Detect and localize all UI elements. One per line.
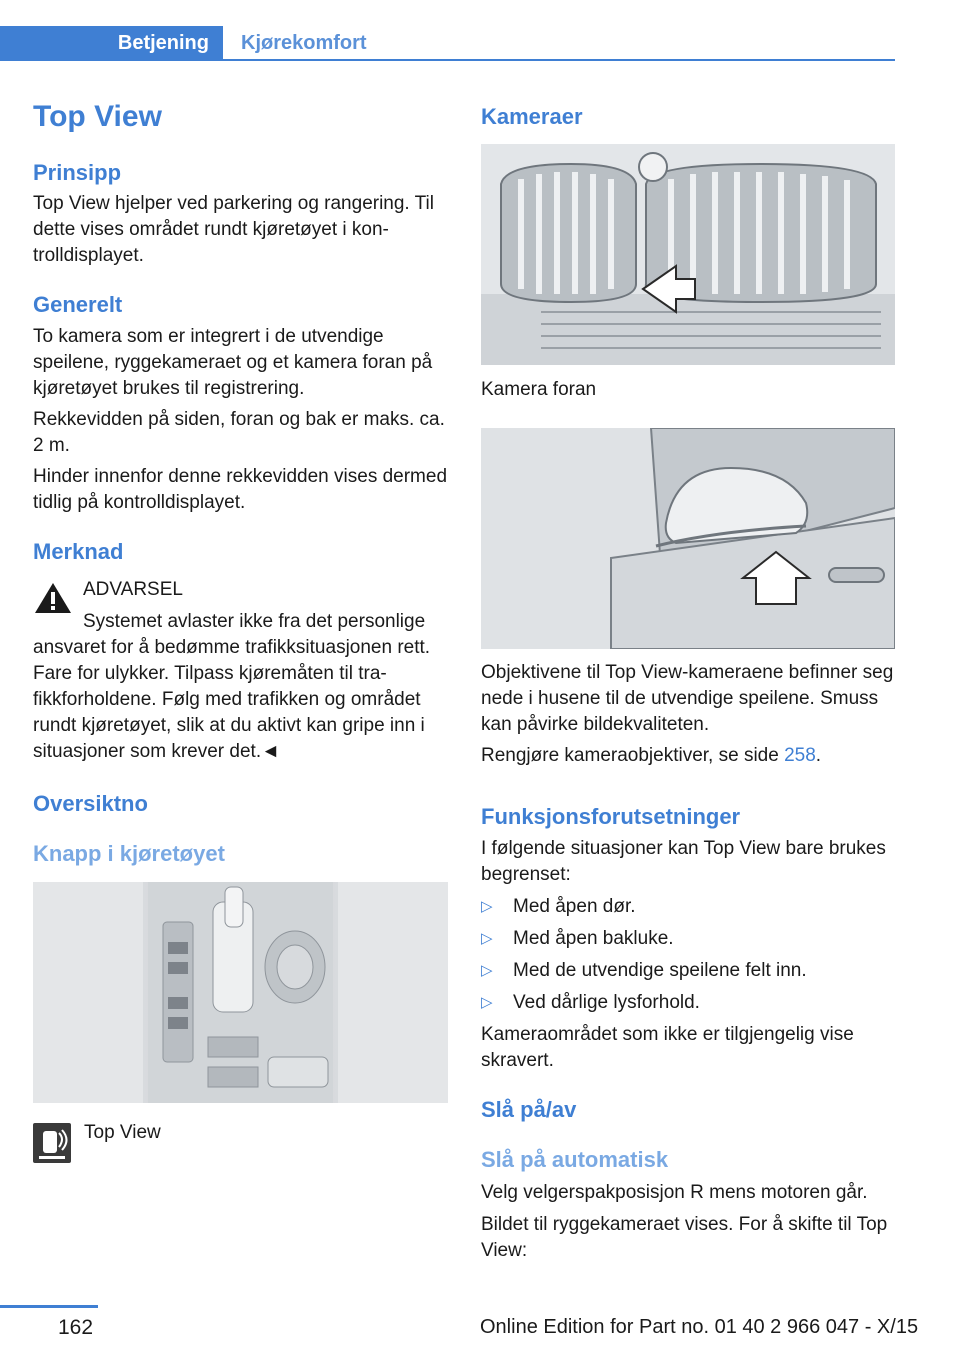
page-number: 162 (58, 1316, 94, 1339)
section-heading-prinsipp: Prinsipp (33, 160, 122, 185)
rengjor-prefix: Rengjøre kameraobjektiver, se side (481, 745, 785, 766)
bullet-triangle-icon: ▷ (481, 930, 493, 947)
tab-kjorekomfort[interactable] (241, 26, 367, 61)
section-heading-kameraer: Kameraer (481, 104, 583, 129)
section-heading-sla: Slå på/av (481, 1097, 577, 1122)
section-heading-generelt: Generelt (33, 292, 123, 317)
subheading-knapp: Knapp i kjøretøyet (33, 841, 225, 866)
generelt-paragraph-1: To kamera som er integrert i de utvendige speilene, ryggekameraet og et kamera foran på kjøretøyet brukes til registrering. (33, 326, 433, 399)
rengjor-suffix: . (815, 745, 822, 766)
list-item-text: Med åpen dør. (513, 896, 636, 917)
page-link-258[interactable]: 258 (784, 745, 816, 766)
list-item-text: Ved dårlige lysforhold. (513, 992, 700, 1013)
section-heading-oversikt: Oversiktno (33, 791, 148, 816)
section-heading-merknad: Merknad (33, 539, 124, 564)
tab-betjening[interactable] (0, 26, 223, 61)
section-heading-funksjon: Funksjonsforutsetninger (481, 804, 741, 829)
rengjor-text (481, 743, 895, 769)
generelt-paragraph-3: Hinder innenfor denne rekkevidden vises dermed tidlig på kontrolldisplayet. (33, 466, 448, 513)
center-console-image (33, 882, 448, 1103)
page-title: Top View (33, 100, 162, 133)
chapter-tabbar (0, 26, 895, 61)
tab-betjening-label: Betjening (117, 32, 209, 54)
sla-paragraph-2: Bildet til ryggekameraet vises. For å skifte til Top View: (481, 1214, 888, 1261)
objektiv-text: Objektivene til Top View-kameraene befinner seg nede i husene til de utvendige speilene. Smuss kan påvirke bildekvaliteten. (481, 662, 894, 735)
top-view-button-icon (33, 1123, 71, 1163)
generelt-paragraph-2: Rekkevidden på siden, foran og bak er maks. ca. 2 m. (33, 409, 445, 456)
footer-rule (0, 1305, 98, 1308)
front-camera-image (481, 144, 895, 365)
edition-note: Online Edition for Part no. 01 40 2 966 047 - X/15 (480, 1316, 919, 1338)
sla-paragraph-1: Velg velgerspakposisjon R mens motoren går. (481, 1182, 868, 1203)
caption-front-camera: Kamera foran (481, 379, 597, 400)
funksjon-outro: Kameraområdet som ikke er tilgjengelig vise skravert. (481, 1024, 854, 1071)
tab-kjorekomfort-label: Kjørekomfort (241, 32, 367, 54)
bullet-triangle-icon: ▷ (481, 962, 493, 979)
top-view-caption: Top View (84, 1122, 161, 1143)
list-item-text: Med åpen bakluke. (513, 928, 674, 949)
warning-text: Systemet avlaster ikke fra det personlige ansvaret for å bedømme trafikksituasjonen rett. Fare for ulykker. Tilpass kjøremåten til trafikkforholdene. Følg med trafikken og området rundt kjøretøyet, slik at du aktivt kan gripe inn i situasjoner som krever det.◄ (33, 611, 431, 762)
bullet-triangle-icon: ▷ (481, 898, 493, 915)
mirror-camera-image (481, 428, 895, 649)
bullet-triangle-icon: ▷ (481, 994, 493, 1011)
prinsipp-text: Top View hjelper ved parkering og rangering. Til dette vises området rundt kjøretøyet i kontrolldisplayet. (33, 193, 434, 266)
subheading-sla-automatisk: Slå på automatisk (481, 1147, 669, 1172)
funksjon-intro: I følgende situasjoner kan Top View bare brukes begrenset: (481, 838, 886, 885)
warning-label: ADVARSEL (83, 579, 183, 600)
list-item-text: Med de utvendige speilene felt inn. (513, 960, 807, 981)
